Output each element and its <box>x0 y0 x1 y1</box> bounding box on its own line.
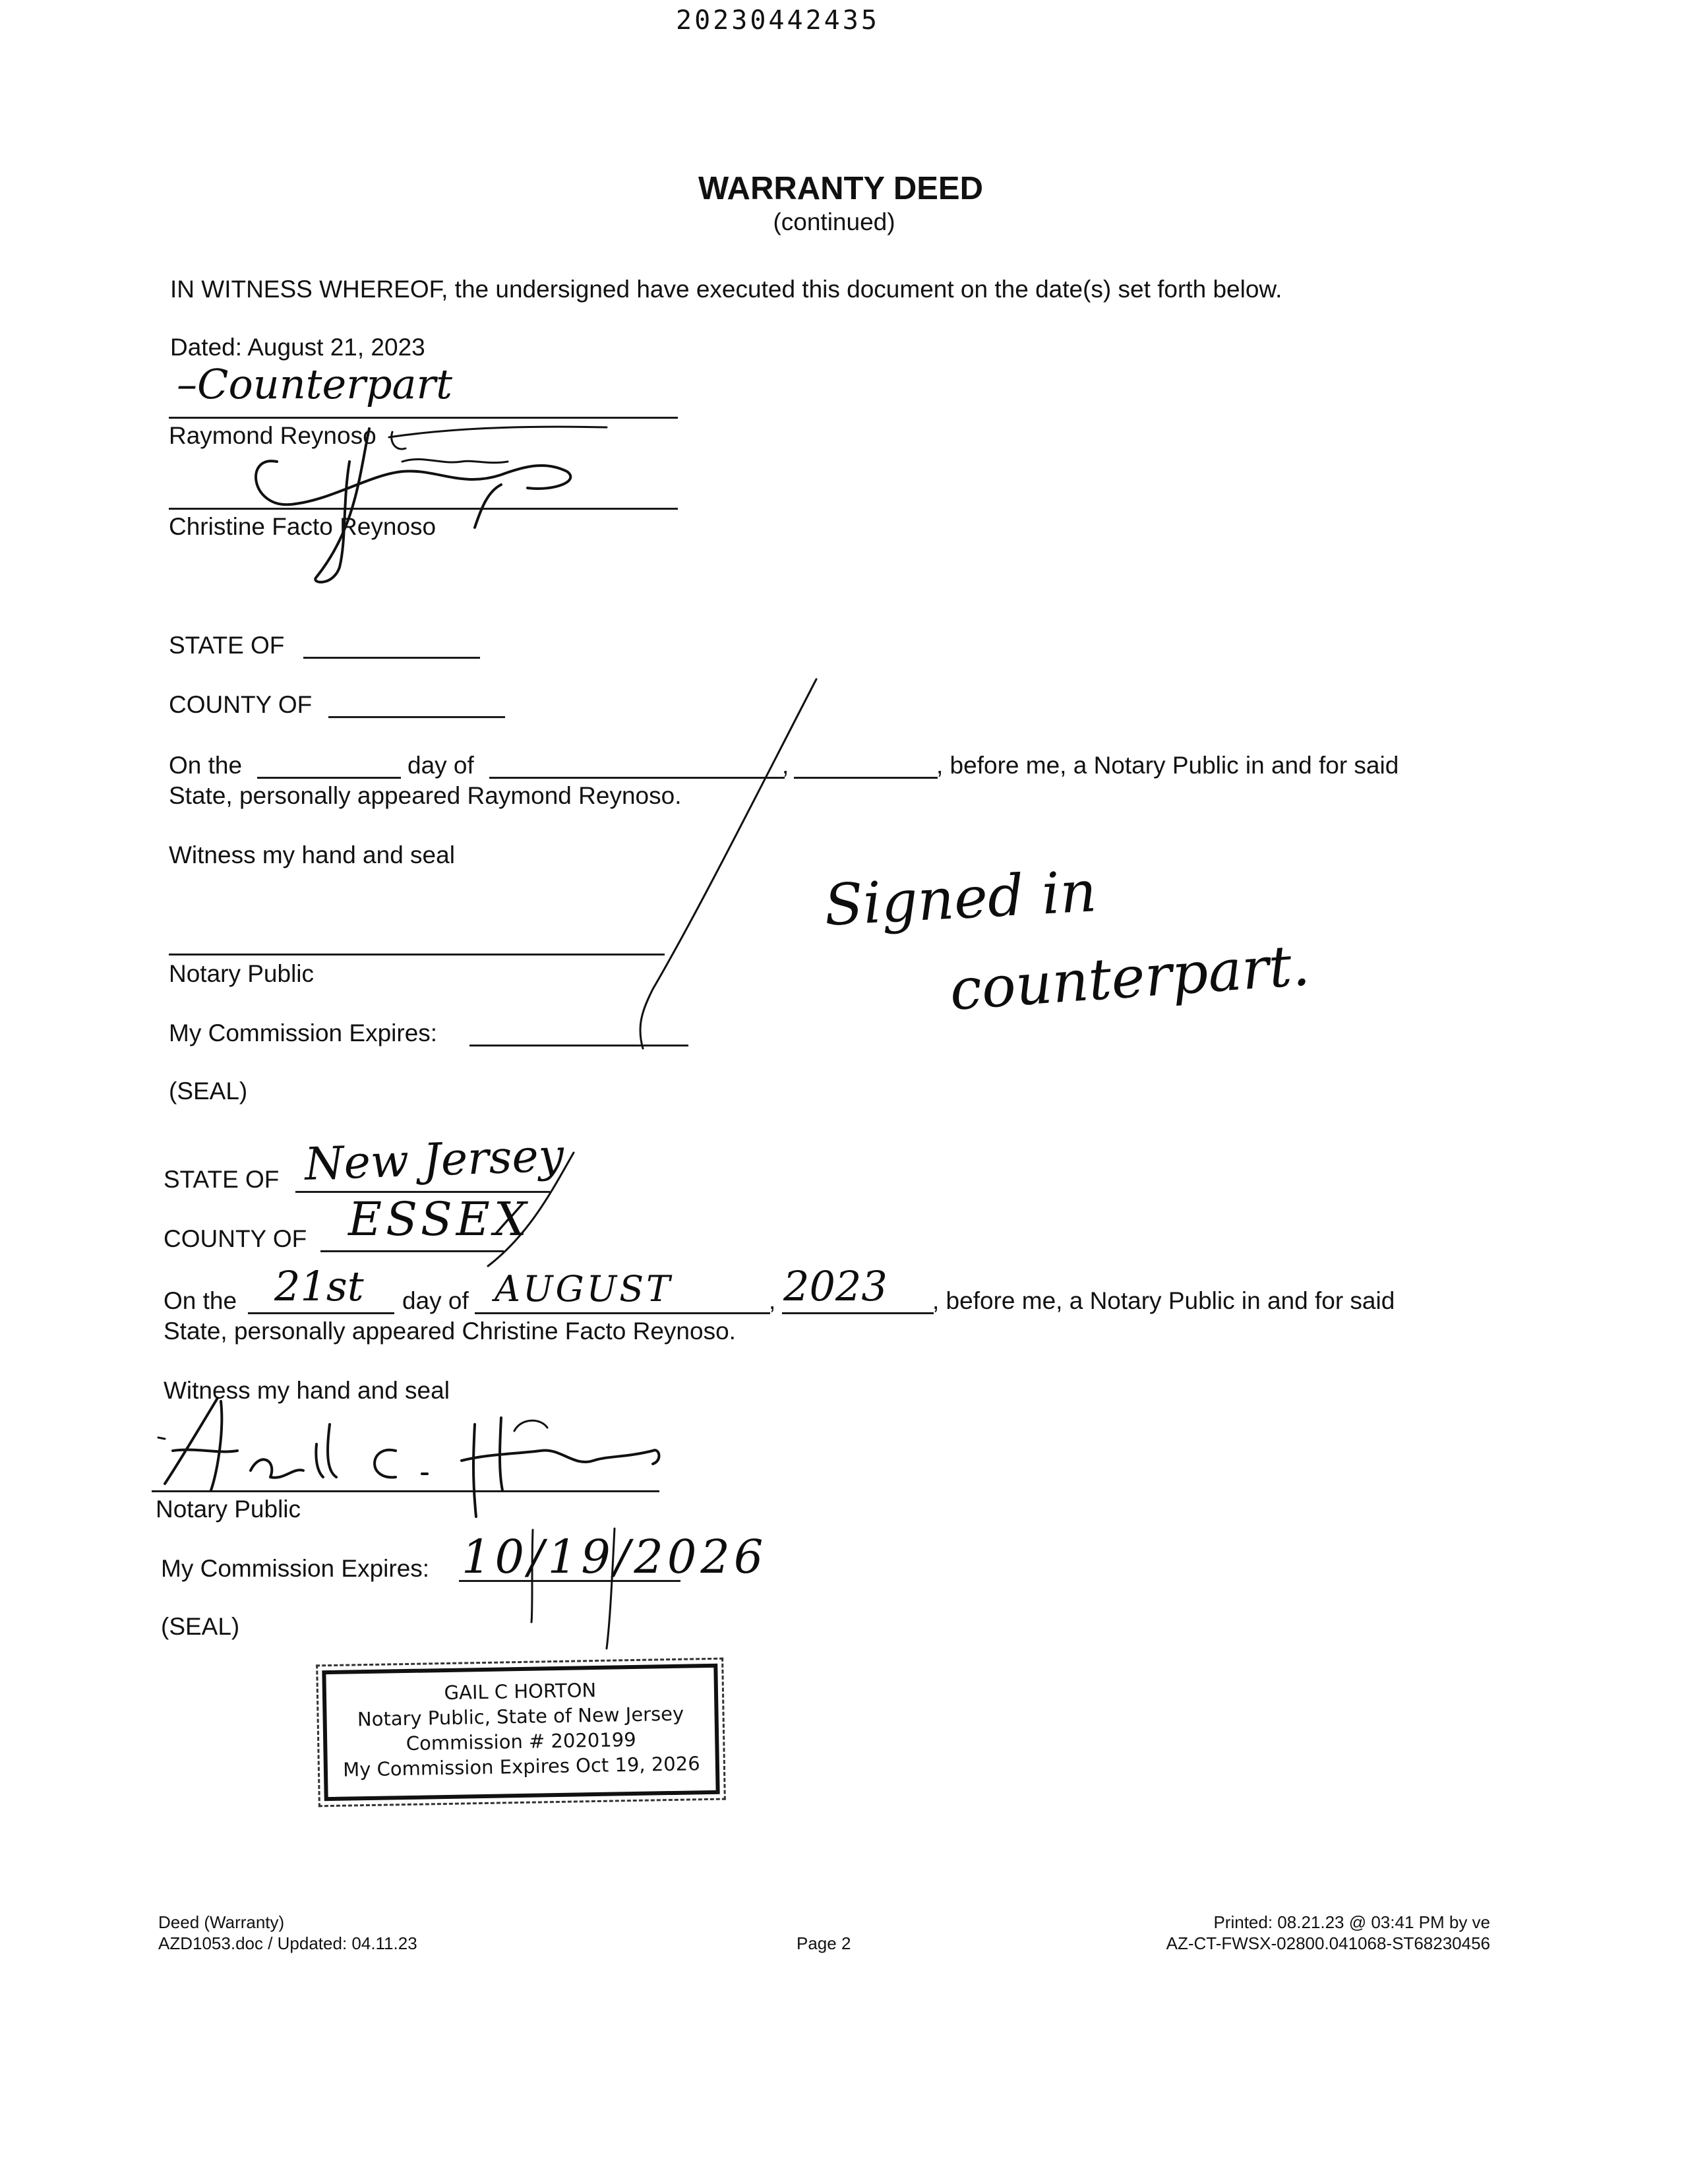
recording-number: 20230442435 <box>676 5 880 36</box>
dated-line: Dated: August 21, 2023 <box>170 334 425 361</box>
ack2-comma: , <box>769 1287 776 1314</box>
ack2-state-value: New Jersey <box>303 1130 565 1191</box>
footer-reference: AZ-CT-FWSX-02800.041068-ST68230456 <box>1166 1933 1490 1953</box>
ack2-year-value: 2023 <box>783 1262 888 1310</box>
stamp-name: GAIL C HORTON <box>444 1678 597 1705</box>
ack1-day-of: day of <box>407 752 474 779</box>
ack2-witness: Witness my hand and seal <box>164 1377 450 1404</box>
ack2-day-of: day of <box>402 1287 469 1314</box>
ack2-day-value: 21st <box>274 1262 364 1310</box>
footer-page-number: Page 2 <box>797 1933 851 1953</box>
ack1-witness: Witness my hand and seal <box>169 841 455 868</box>
stamp-commission-number: Commission # 2020199 <box>406 1728 636 1755</box>
footer-form-name: Deed (Warranty) <box>158 1912 285 1932</box>
signer-1-name: Raymond Reynoso <box>169 422 377 449</box>
signed-in-counterpart-note-line1: Signed in <box>822 859 1099 939</box>
counterpart-handwritten-note: –Counterpart <box>177 360 453 408</box>
ack1-notary-label: Notary Public <box>169 960 315 987</box>
ack2-commission-value: 10/19/2026 <box>462 1530 768 1584</box>
ack2-on-the: On the <box>164 1287 237 1314</box>
footer-form-file: AZD1053.doc / Updated: 04.11.23 <box>158 1933 417 1953</box>
ack1-appeared: State, personally appeared Raymond Reynoso. <box>169 782 682 809</box>
ack2-seal: (SEAL) <box>161 1613 240 1640</box>
ack2-county-value: ESSEX <box>348 1192 531 1246</box>
ack1-county-label: COUNTY OF <box>169 691 313 718</box>
ack1-seal: (SEAL) <box>169 1077 248 1105</box>
notary-stamp <box>322 1664 719 1801</box>
ack2-before-me: , before me, a Notary Public in and for said <box>932 1287 1395 1314</box>
ack2-notary-label: Notary Public <box>156 1496 301 1523</box>
stamp-role: Notary Public, State of New Jersey <box>357 1702 684 1731</box>
ack1-on-the: On the <box>169 752 243 779</box>
ack1-commission-label: My Commission Expires: <box>169 1019 438 1046</box>
ack2-commission-label: My Commission Expires: <box>161 1555 430 1582</box>
ack2-state-label: STATE OF <box>164 1166 280 1193</box>
signer-2-name: Christine Facto Reynoso <box>169 513 437 540</box>
ack2-month-value: AUGUST <box>495 1268 673 1310</box>
ack1-before-me: , before me, a Notary Public in and for said <box>936 752 1399 779</box>
witness-whereof-statement: IN WITNESS WHEREOF, the undersigned have executed this document on the date(s) set forth below. <box>170 276 1282 303</box>
page-title: WARRANTY DEED <box>698 171 983 206</box>
stamp-expiration: My Commission Expires Oct 19, 2026 <box>342 1752 700 1781</box>
signed-in-counterpart-note-line2: counterpart. <box>948 932 1312 1023</box>
ack2-appeared: State, personally appeared Christine Facto Reynoso. <box>164 1318 736 1345</box>
ack2-county-label: COUNTY OF <box>164 1225 307 1252</box>
footer-printed: Printed: 08.21.23 @ 03:41 PM by ve <box>1213 1912 1490 1932</box>
ack1-state-label: STATE OF <box>169 632 285 659</box>
ack1-comma: , <box>782 752 789 779</box>
page-subtitle: (continued) <box>773 208 895 235</box>
